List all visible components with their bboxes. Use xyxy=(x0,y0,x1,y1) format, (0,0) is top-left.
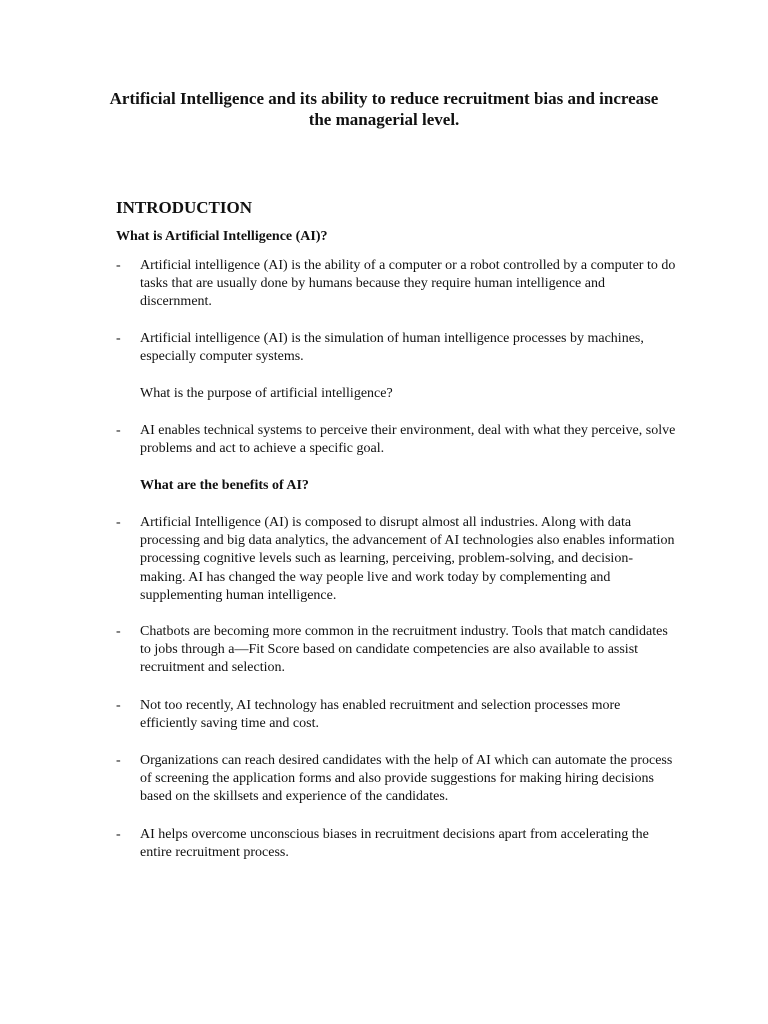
list-item-text: Artificial Intelligence (AI) is composed to disrupt almost all industries. Along with data processing and big data analytics, the advancement of AI technologies also enables information processing cognitive levels such as learning, perceiving, problem-solving, and decision-making. AI has changed the way people live and work today by complementing and supplementing human intelligence. xyxy=(140,515,675,603)
bullet-dash: - xyxy=(116,331,121,346)
list-item-text: AI helps overcome unconscious biases in recruitment decisions apart from accelerating the entire recruitment process. xyxy=(140,827,649,861)
bullet-dash: - xyxy=(116,698,121,713)
bullet-dash: - xyxy=(116,515,121,530)
bullet-dash: - xyxy=(116,258,121,273)
list-item-text: Artificial intelligence (AI) is the simulation of human intelligence processes by machines, especially computer systems. xyxy=(140,331,644,365)
list-item xyxy=(116,826,676,862)
list-item-text: Not too recently, AI technology has enabled recruitment and selection processes more efficiently saving time and cost. xyxy=(140,698,621,732)
list-item xyxy=(116,257,676,312)
list-item xyxy=(116,697,676,733)
bullet-dash: - xyxy=(116,624,121,639)
list-item-text: Chatbots are becoming more common in the recruitment industry. Tools that match candidates to jobs through a—Fit Score based on candidate competencies are also available to assist recruitment and selection. xyxy=(140,624,668,676)
list-item xyxy=(116,514,676,605)
list-item-text: Artificial intelligence (AI) is the ability of a computer or a robot controlled by a computer to do tasks that are usually done by humans because they require human intelligence and discernment. xyxy=(140,258,676,310)
list-item xyxy=(116,422,676,458)
list-item xyxy=(116,752,676,807)
document-title: Artificial Intelligence and its ability to reduce recruitment bias and increase the managerial level. xyxy=(109,89,659,129)
list-item-text: AI enables technical systems to perceive their environment, deal with what they perceive, solve problems and act to achieve a specific goal. xyxy=(140,423,676,457)
section-heading-introduction: INTRODUCTION xyxy=(116,198,253,217)
bullet-dash: - xyxy=(116,753,121,768)
list-item xyxy=(116,330,676,366)
benefits-heading: What are the benefits of AI? xyxy=(140,478,309,493)
purpose-question: What is the purpose of artificial intelligence? xyxy=(140,386,393,401)
list-item xyxy=(116,623,676,678)
list-item-text: Organizations can reach desired candidates with the help of AI which can automate the process of screening the application forms and also provide suggestions for making hiring decisions based on the skillsets and experience of the candidates. xyxy=(140,753,673,805)
bullet-dash: - xyxy=(116,827,121,842)
subheading-what-is-ai: What is Artificial Intelligence (AI)? xyxy=(116,229,328,244)
bullet-dash: - xyxy=(116,423,121,438)
